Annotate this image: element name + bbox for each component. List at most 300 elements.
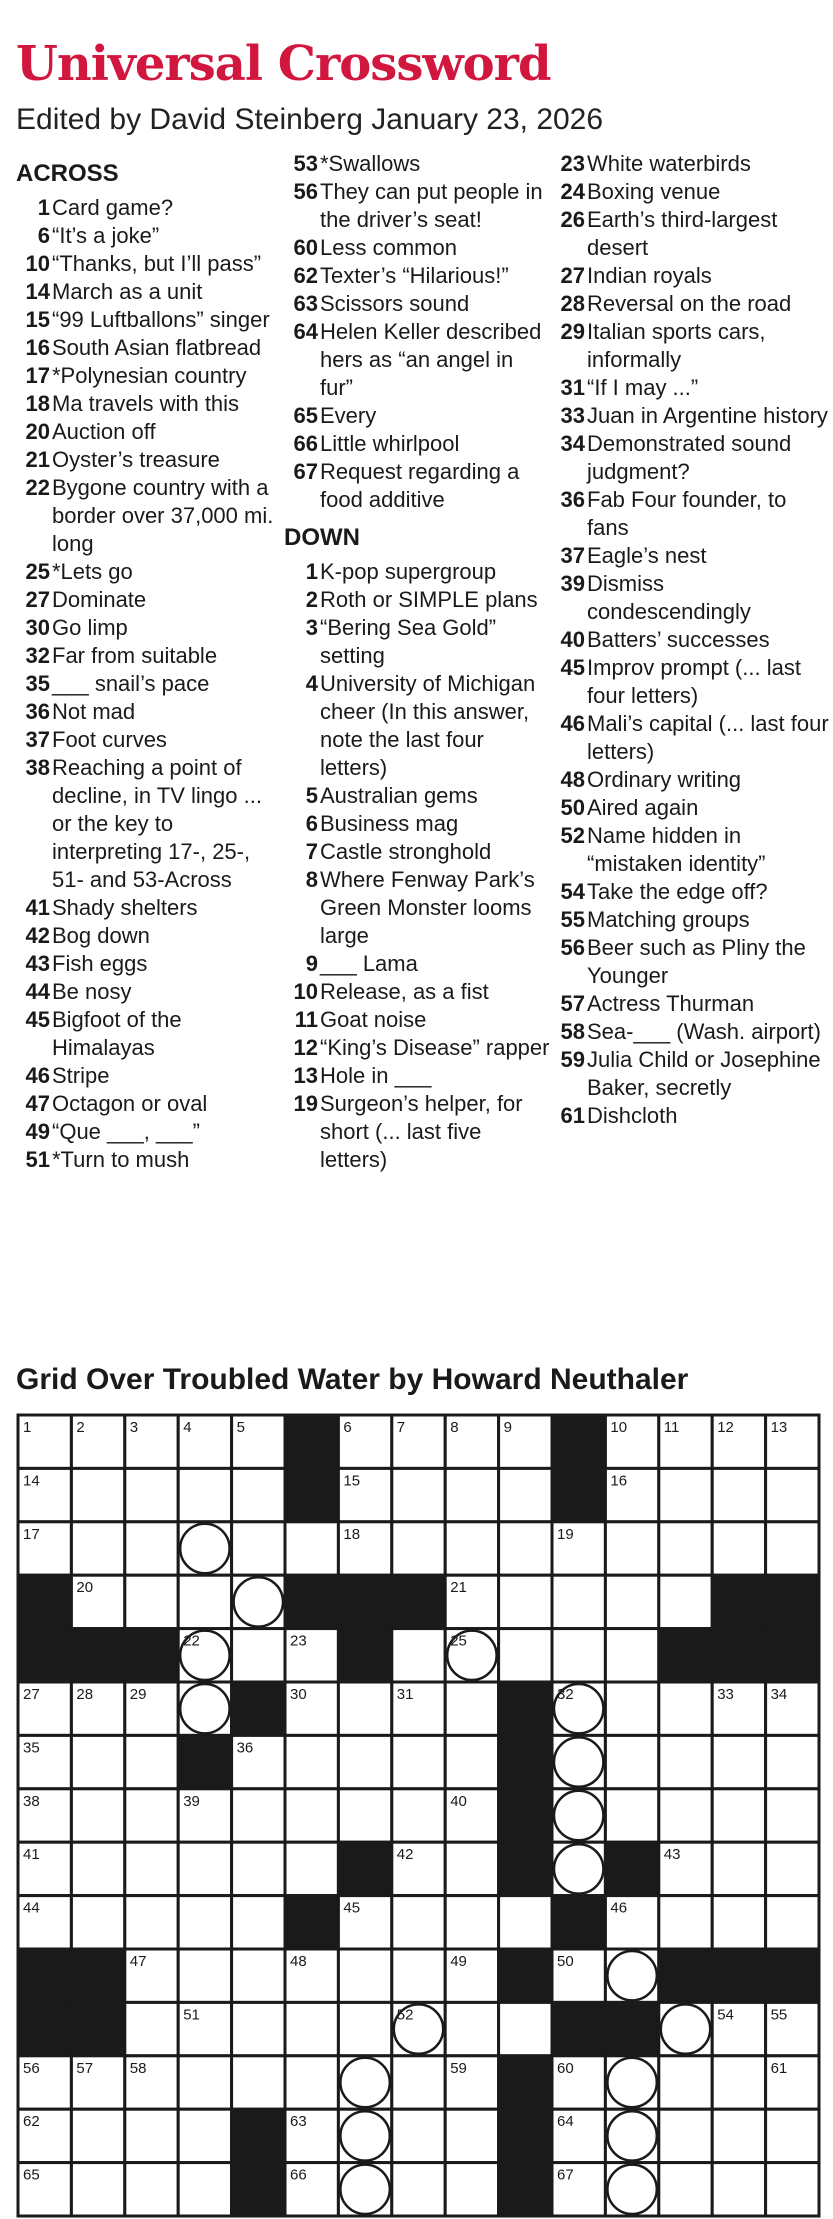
grid-cell[interactable] [605, 1735, 658, 1788]
grid-cell[interactable] [232, 1522, 285, 1575]
grid-cell[interactable] [659, 2163, 712, 2216]
grid-cell[interactable] [392, 1522, 445, 1575]
cell-number: 31 [396, 1686, 414, 1703]
clue-number: 33 [560, 403, 585, 428]
cell-number: 34 [770, 1686, 788, 1703]
grid-cell[interactable] [232, 1575, 285, 1628]
down-clue [551, 206, 831, 262]
grid-cell[interactable] [499, 1468, 552, 1521]
clue-number: 5 [305, 783, 318, 808]
grid-cell[interactable] [445, 2002, 498, 2055]
clue-number: 54 [560, 879, 585, 904]
grid-cell[interactable] [712, 1789, 765, 1842]
grid-cell[interactable] [445, 2109, 498, 2162]
down-clue [551, 906, 831, 934]
down-clue [551, 1046, 831, 1102]
down-clue [551, 710, 831, 766]
cell-number: 27 [23, 1686, 40, 1703]
grid-cell[interactable] [766, 2163, 819, 2216]
black-square [285, 1575, 338, 1628]
grid-cell[interactable] [659, 1682, 712, 1735]
grid-cell[interactable] [659, 1468, 712, 1521]
clue-text: “It’s a joke” [52, 223, 160, 248]
grid-cell[interactable] [766, 1522, 819, 1575]
grid-cell[interactable] [71, 1468, 124, 1521]
grid-cell[interactable] [445, 1522, 498, 1575]
clue-number: 28 [560, 291, 585, 316]
grid-cell[interactable] [71, 2163, 124, 2216]
grid-cell[interactable] [232, 1842, 285, 1895]
grid-cell[interactable] [712, 2109, 765, 2162]
clue-text: “Que ___, ___” [52, 1119, 200, 1144]
clue-number: 36 [560, 487, 585, 512]
clue-number: 63 [293, 291, 318, 316]
grid-cell[interactable] [766, 1735, 819, 1788]
grid-cell[interactable] [232, 1468, 285, 1521]
grid-cell[interactable] [445, 1682, 498, 1735]
clue-text: Surgeon’s helper, for short (... last five letters) [320, 1091, 523, 1172]
down-clue [551, 430, 831, 486]
clue-number: 38 [25, 755, 50, 780]
down-clue [284, 670, 552, 782]
cell-number: 45 [343, 1899, 361, 1917]
black-square [338, 1842, 391, 1895]
grid-cell[interactable] [499, 2002, 552, 2055]
grid-cell[interactable] [659, 1735, 712, 1788]
black-square [18, 2002, 71, 2055]
clue-number: 45 [25, 1007, 50, 1032]
grid-cell[interactable] [71, 1896, 124, 1949]
grid-cell[interactable] [445, 1468, 498, 1521]
grid-cell[interactable] [712, 1522, 765, 1575]
grid-cell[interactable] [338, 2109, 391, 2162]
down-clue [284, 782, 552, 810]
across-clue [16, 894, 286, 922]
cell-number: 48 [290, 1953, 307, 1970]
down-clue [284, 978, 552, 1006]
cell-number: 22 [183, 1632, 200, 1650]
clue-text: ___ snail’s pace [52, 671, 210, 696]
clue-text: Every [320, 403, 377, 428]
grid-cell[interactable] [338, 1789, 391, 1842]
grid-cell[interactable] [178, 1842, 231, 1895]
clue-text: Texter’s “Hilarious!” [320, 263, 509, 288]
clue-number: 67 [293, 459, 318, 484]
clue-number: 16 [25, 335, 50, 360]
grid-cell[interactable] [125, 2109, 178, 2162]
black-square [338, 1575, 391, 1628]
cell-number: 37 [503, 1739, 521, 1757]
black-square [552, 1468, 605, 1521]
grid-cell[interactable] [338, 1682, 391, 1735]
grid-cell[interactable] [71, 1522, 124, 1575]
black-square [766, 1629, 819, 1682]
clue-number: 15 [25, 307, 50, 332]
clue-number: 44 [25, 979, 50, 1004]
black-square [766, 1575, 819, 1628]
clue-text: Ordinary writing [587, 767, 742, 792]
clue-number: 9 [305, 951, 318, 976]
across-clue [284, 402, 552, 430]
grid-cell[interactable] [499, 1575, 552, 1628]
grid-cell[interactable] [445, 1735, 498, 1788]
grid-cell[interactable] [605, 1682, 658, 1735]
clue-text: Helen Keller described hers as “an angel in fur” [320, 319, 542, 400]
clue-text: Aired again [587, 795, 699, 820]
grid-cell[interactable] [766, 2109, 819, 2162]
grid-cell[interactable] [285, 1789, 338, 1842]
cell-number: 46 [610, 1899, 628, 1917]
cell-number: 67 [557, 2166, 574, 2184]
black-square [659, 1949, 712, 2002]
grid-cell[interactable] [552, 1842, 605, 1895]
cell-number: 30 [290, 1686, 307, 1703]
clue-text: *Polynesian country [52, 363, 247, 388]
clue-text: Card game? [52, 195, 174, 220]
grid-cell[interactable] [712, 1842, 765, 1895]
clue-text: Roth or SIMPLE plans [320, 587, 538, 612]
down-clue [551, 290, 831, 318]
grid-cell[interactable] [445, 2163, 498, 2216]
grid-cell[interactable] [232, 2002, 285, 2055]
clue-number: 23 [560, 151, 585, 176]
clue-number: 60 [293, 235, 318, 260]
clue-text: Bygone country with a border over 37,000 mi. long [52, 475, 274, 556]
clue-text: Business mag [320, 811, 459, 836]
clue-text: Dominate [52, 587, 147, 612]
grid-cell[interactable] [338, 1949, 391, 2002]
grid-cell[interactable] [178, 1949, 231, 2002]
grid-cell[interactable] [499, 1522, 552, 1575]
cell-number: 3 [129, 1419, 139, 1436]
down-clue [551, 486, 831, 542]
grid-cell[interactable] [392, 1789, 445, 1842]
grid-cell[interactable] [712, 2163, 765, 2216]
clue-text: Dishcloth [587, 1103, 678, 1128]
clue-text: White waterbirds [587, 151, 751, 176]
clue-text: “Thanks, but I’ll pass” [52, 251, 262, 276]
cell-number: 14 [23, 1472, 40, 1490]
clue-text: Castle stronghold [320, 839, 492, 864]
grid-cell[interactable] [712, 2056, 765, 2109]
grid-cell[interactable] [338, 2002, 391, 2055]
grid-cell[interactable] [338, 2056, 391, 2109]
cell-number: 16 [610, 1472, 628, 1490]
grid-cell[interactable] [499, 1896, 552, 1949]
grid-cell[interactable] [445, 1896, 498, 1949]
clue-text: *Lets go [52, 559, 133, 584]
clue-number: 1 [37, 195, 50, 220]
down-clue [284, 838, 552, 866]
clue-number: 49 [25, 1119, 50, 1144]
grid-cell[interactable] [392, 1735, 445, 1788]
grid-cell[interactable] [605, 2056, 658, 2109]
grid-cell[interactable] [659, 1575, 712, 1628]
clue-text: Indian royals [587, 263, 712, 288]
clue-text: Juan in Argentine history [587, 403, 828, 428]
clue-text: *Turn to mush [52, 1147, 190, 1172]
grid-cell[interactable] [712, 1468, 765, 1521]
down-clue [551, 822, 831, 878]
down-clue [284, 810, 552, 838]
clue-number: 14 [25, 279, 50, 304]
cell-number: 4 [183, 1419, 192, 1436]
grid-cell[interactable] [605, 1789, 658, 1842]
across-clue [16, 558, 286, 586]
editor-byline: Edited by David Steinberg January 23, 2026 [16, 103, 604, 136]
clue-number: 53 [293, 151, 318, 176]
cell-number: 43 [663, 1846, 681, 1864]
grid-cell[interactable] [659, 1789, 712, 1842]
across-clue [16, 278, 286, 306]
across-clue [16, 754, 286, 894]
cell-number: 51 [183, 2006, 200, 2024]
clue-number: 20 [25, 419, 50, 444]
grid-cell[interactable] [392, 1949, 445, 2002]
black-square [712, 1629, 765, 1682]
clue-text: “King’s Disease” rapper [320, 1035, 550, 1060]
clue-number: 21 [25, 447, 50, 472]
grid-cell[interactable] [178, 1896, 231, 1949]
grid-cell[interactable] [766, 1896, 819, 1949]
clue-number: 10 [25, 251, 50, 276]
clue-number: 2 [305, 587, 318, 612]
clue-text: Far from suitable [52, 643, 218, 668]
across-clue [16, 250, 286, 278]
down-clue [551, 654, 831, 710]
cell-number: 1 [23, 1419, 32, 1436]
grid-cell[interactable] [605, 1575, 658, 1628]
clue-text: Octagon or oval [52, 1091, 208, 1116]
clue-number: 12 [293, 1035, 318, 1060]
grid-cell[interactable] [659, 1522, 712, 1575]
cell-number: 28 [76, 1686, 94, 1703]
black-square [232, 1682, 285, 1735]
clue-number: 32 [25, 643, 50, 668]
black-square [125, 1629, 178, 1682]
clue-text: Mali’s capital (... last four letters) [587, 711, 829, 764]
grid-cell[interactable] [285, 2056, 338, 2109]
clue-text: Earth’s third-largest desert [587, 207, 778, 260]
grid-cell[interactable] [71, 1735, 124, 1788]
clue-text: Australian gems [320, 783, 478, 808]
grid-cell[interactable] [605, 1949, 658, 2002]
grid-cell[interactable] [178, 1522, 231, 1575]
grid-cell[interactable] [392, 2163, 445, 2216]
black-square [499, 1842, 552, 1895]
grid-cell[interactable] [71, 1789, 124, 1842]
clue-number: 13 [293, 1063, 318, 1088]
cell-number: 38 [23, 1792, 40, 1810]
clue-text: University of Michigan cheer (In this answer, note the last four letters) [320, 671, 536, 780]
grid-cell[interactable] [552, 1575, 605, 1628]
clue-number: 52 [560, 823, 585, 848]
clue-number: 6 [305, 811, 318, 836]
grid-cell[interactable] [392, 1896, 445, 1949]
grid-cell[interactable] [392, 1468, 445, 1521]
clue-number: 10 [293, 979, 318, 1004]
clue-text: Batters’ successes [587, 627, 770, 652]
clue-text: “If I may ...” [587, 375, 699, 400]
grid-cell[interactable] [659, 2109, 712, 2162]
black-square [499, 1949, 552, 2002]
grid-cell[interactable] [125, 1789, 178, 1842]
down-clue [551, 626, 831, 654]
grid-cell[interactable] [178, 2056, 231, 2109]
clue-text: Italian sports cars, informally [587, 319, 766, 372]
grid-cell[interactable] [71, 2109, 124, 2162]
across-clue [16, 698, 286, 726]
cell-number: 41 [23, 1846, 40, 1864]
grid-cell[interactable] [552, 1789, 605, 1842]
black-square [605, 1842, 658, 1895]
grid-cell[interactable] [659, 2056, 712, 2109]
grid-cell[interactable] [338, 1735, 391, 1788]
clue-number: 58 [560, 1019, 585, 1044]
grid-cell[interactable] [605, 2109, 658, 2162]
black-square [71, 1949, 124, 2002]
grid-cell[interactable] [605, 1629, 658, 1682]
cell-number: 59 [450, 2059, 467, 2077]
grid-cell[interactable] [392, 1629, 445, 1682]
grid-cell[interactable] [232, 1896, 285, 1949]
across-clue [16, 670, 286, 698]
down-clue [551, 934, 831, 990]
down-clue [551, 542, 831, 570]
clue-number: 65 [293, 403, 318, 428]
clue-text: Little whirlpool [320, 431, 460, 456]
grid-cell[interactable] [392, 2109, 445, 2162]
cell-number: 39 [183, 1792, 200, 1810]
clue-text: Less common [320, 235, 457, 260]
down-clue [551, 990, 831, 1018]
grid-cell[interactable] [125, 1575, 178, 1628]
grid-cell[interactable] [125, 1896, 178, 1949]
grid-cell[interactable] [285, 1522, 338, 1575]
cell-number: 44 [23, 1899, 40, 1917]
grid-cell[interactable] [552, 1735, 605, 1788]
clue-text: Go limp [52, 615, 128, 640]
clue-number: 36 [25, 699, 50, 724]
clue-number: 46 [25, 1063, 50, 1088]
grid-cell[interactable] [605, 2163, 658, 2216]
grid-cell[interactable] [178, 1468, 231, 1521]
grid-cell[interactable] [178, 2163, 231, 2216]
cell-number: 63 [290, 2113, 307, 2131]
grid-cell[interactable] [71, 1842, 124, 1895]
grid-cell[interactable] [125, 1522, 178, 1575]
clue-text: Beer such as Pliny the Younger [587, 935, 806, 988]
black-square [499, 1682, 552, 1735]
clue-text: Goat noise [320, 1007, 427, 1032]
cell-number: 5 [236, 1419, 245, 1436]
grid-cell[interactable] [232, 1629, 285, 1682]
clue-text: South Asian flatbread [52, 335, 262, 360]
cell-number: 25 [450, 1632, 467, 1650]
across-clue [16, 390, 286, 418]
clue-text: Stripe [52, 1063, 110, 1088]
grid-cell[interactable] [232, 1949, 285, 2002]
clue-number: 27 [560, 263, 585, 288]
cell-number: 7 [396, 1419, 406, 1436]
clue-text: Demonstrated sound judgment? [587, 431, 792, 484]
down-clue [551, 1018, 831, 1046]
grid-cell[interactable] [766, 1789, 819, 1842]
cell-number: 35 [23, 1739, 40, 1757]
clue-text: Reversal on the road [587, 291, 792, 316]
across-clue [16, 418, 286, 446]
clue-text: Fish eggs [52, 951, 148, 976]
grid-cell[interactable] [712, 1735, 765, 1788]
black-square [712, 1949, 765, 2002]
grid-cell[interactable] [552, 1629, 605, 1682]
grid-cell[interactable] [499, 1629, 552, 1682]
cell-number: 64 [557, 2113, 574, 2131]
grid-cell[interactable] [392, 2056, 445, 2109]
grid-cell[interactable] [178, 2109, 231, 2162]
black-square [18, 1575, 71, 1628]
cell-number: 13 [770, 1419, 788, 1436]
cell-number: 60 [557, 2059, 574, 2077]
grid-cell[interactable] [285, 1735, 338, 1788]
grid-cell[interactable] [605, 1522, 658, 1575]
grid-cell[interactable] [659, 1896, 712, 1949]
crossword-grid [16, 1413, 821, 2219]
grid-cell[interactable] [445, 1842, 498, 1895]
grid-cell[interactable] [125, 1468, 178, 1521]
clue-text: Take the edge off? [587, 879, 768, 904]
cell-number: 26 [663, 1632, 681, 1650]
grid-cell[interactable] [659, 2002, 712, 2055]
across-clue [284, 290, 552, 318]
clue-number: 27 [25, 587, 50, 612]
grid-cell[interactable] [712, 1896, 765, 1949]
cell-number: 2 [76, 1419, 85, 1436]
down-clue [551, 150, 831, 178]
grid-cell[interactable] [285, 1842, 338, 1895]
cell-number: 8 [450, 1419, 459, 1436]
clue-text: Not mad [52, 699, 136, 724]
across-clue [16, 446, 286, 474]
black-square [766, 1949, 819, 2002]
grid-cell[interactable] [766, 1842, 819, 1895]
puzzle-title: Grid Over Troubled Water by Howard Neuthaler [16, 1363, 689, 1396]
across-clue [16, 1006, 286, 1062]
grid-cell[interactable] [766, 1468, 819, 1521]
grid-cell[interactable] [232, 1789, 285, 1842]
across-clue [284, 458, 552, 514]
grid-cell[interactable] [125, 2002, 178, 2055]
grid-cell[interactable] [285, 2002, 338, 2055]
cell-number: 12 [717, 1419, 734, 1436]
grid-cell[interactable] [338, 2163, 391, 2216]
cell-number: 52 [396, 2006, 414, 2024]
clue-number: 55 [560, 907, 585, 932]
clue-number: 59 [560, 1047, 585, 1072]
grid-cell[interactable] [178, 1682, 231, 1735]
clue-number: 7 [305, 839, 318, 864]
across-clue [16, 362, 286, 390]
grid-cell[interactable] [125, 2163, 178, 2216]
grid-cell[interactable] [125, 1842, 178, 1895]
cell-number: 49 [450, 1953, 467, 1970]
clue-text: Foot curves [52, 727, 167, 752]
clue-number: 39 [560, 571, 585, 596]
grid-cell[interactable] [178, 1575, 231, 1628]
down-clue [284, 1034, 552, 1062]
grid-cell[interactable] [125, 1735, 178, 1788]
grid-cell[interactable] [232, 2056, 285, 2109]
